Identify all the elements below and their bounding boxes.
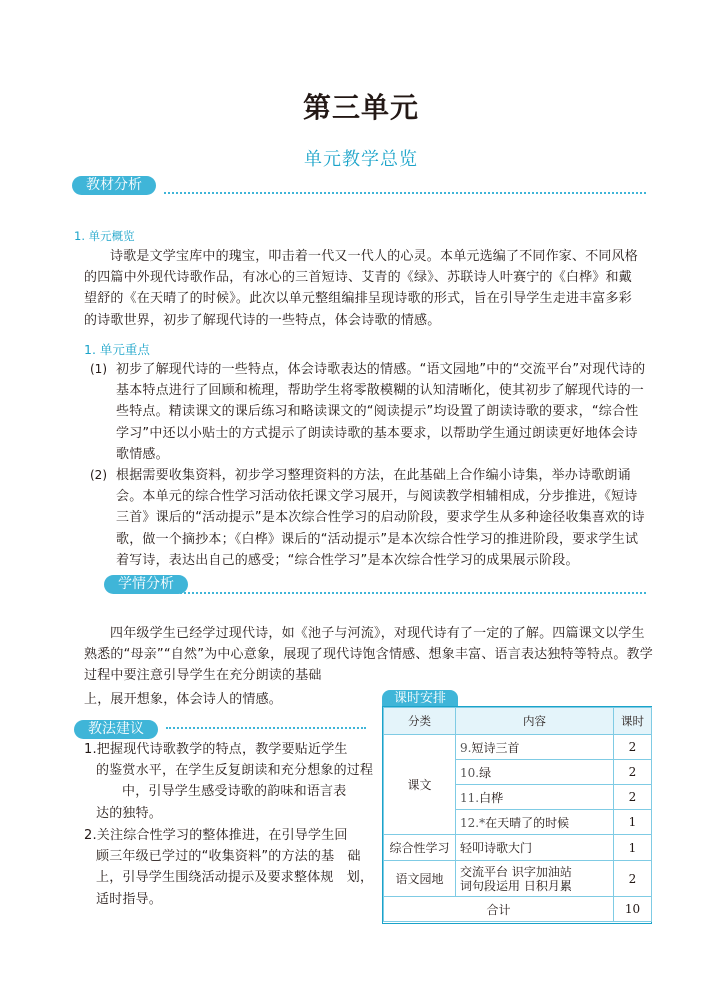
advice-line: 中，引导学生感受诗歌的韵味和语言表 bbox=[122, 784, 347, 800]
students-line: 过程中要注意引导学生在充分朗读的基础 bbox=[84, 668, 322, 684]
table-header-row bbox=[384, 708, 652, 735]
category-kewen: 课文 bbox=[384, 735, 456, 835]
overview-line: 的四篇中外现代诗歌作品，有冰心的三首短诗、艾青的《绿》、苏联诗人叶赛宁的《白桦》和戴 bbox=[84, 270, 632, 286]
zonghe-hours: 1 bbox=[614, 835, 652, 861]
focus-line: 些特点。精读课文的课后练习和略读课文的“阅读提示”均设置了朗读诗歌的要求，“综合性 bbox=[116, 404, 639, 420]
lesson-cell bbox=[456, 760, 614, 785]
focus-line: 着写诗，表达出自己的感受；“综合性学习”是本次综合性学习的成果展示阶段。 bbox=[116, 552, 579, 568]
category-zonghe: 综合性学习 bbox=[384, 835, 456, 861]
section-tab-advice: 教法建议 bbox=[74, 720, 158, 739]
focus-line: 三首》课后的“活动提示”是本次综合性学习的启动阶段，要求学生从多种途径收集喜欢的诗 bbox=[116, 510, 645, 526]
header-hours: 课时 bbox=[614, 708, 652, 735]
zonghe-content: 轻叩诗歌大门 bbox=[456, 835, 614, 861]
lesson-name: 在天晴了的时候 bbox=[485, 815, 570, 830]
students-line: 熟悉的“母亲”“自然”为中心意象，展现了现代诗饱含情感、想象丰富、语言表达独特等特点。教学 bbox=[84, 647, 653, 663]
advice-line: 1.把握现代诗歌教学的特点，教学要贴近学生 bbox=[84, 742, 348, 757]
advice-item-1 bbox=[84, 739, 374, 824]
lesson-cell bbox=[456, 735, 614, 760]
table-row bbox=[384, 835, 652, 861]
page-subtitle: 单元教学总览 bbox=[304, 149, 418, 170]
overview-line: 的诗歌世界，初步了解现代诗的一些特点，体会诗歌的情感。 bbox=[84, 312, 441, 328]
overview-paragraph bbox=[84, 246, 652, 331]
overview-line: 望舒的《在天晴了的时候》。此次以单元整组编排呈现诗歌的形式，旨在引导学生走进丰富多彩 bbox=[84, 291, 632, 307]
table-row bbox=[384, 861, 652, 897]
lesson-number: 9. bbox=[460, 740, 472, 755]
table-row bbox=[384, 735, 652, 760]
lesson-cell bbox=[456, 785, 614, 810]
focus-heading: 1. 单元重点 bbox=[84, 342, 150, 357]
focus-line: 会。本单元的综合性学习活动依托课文学习展开，与阅读教学相辅相成，分步推进，《短诗 bbox=[116, 489, 638, 505]
section-divider-textbook bbox=[164, 192, 646, 194]
overview-heading: 1. 单元概览 bbox=[74, 229, 135, 243]
yuandi-hours: 2 bbox=[614, 861, 652, 897]
header-category: 分类 bbox=[384, 708, 456, 735]
focus-item-2 bbox=[116, 465, 654, 571]
header-content: 内容 bbox=[456, 708, 614, 735]
advice-line: 的鉴赏水平，在学生反复朗读和充分想象的过程 bbox=[96, 763, 374, 779]
overview-line: 诗歌是文学宝库中的瑰宝，叩击着一代又一代人的心灵。本单元选编了不同作家、不同风格 bbox=[110, 249, 639, 264]
focus-line: 初步了解现代诗的一些特点，体会诗歌表达的情感。“语文园地”中的“交流平台”对现代诗的 bbox=[116, 362, 646, 377]
focus-item-number: (2) bbox=[90, 468, 107, 482]
yuandi-content-line: 交流平台 识字加油站 bbox=[460, 864, 572, 879]
lesson-name: 绿 bbox=[479, 765, 492, 780]
focus-line: 基本特点进行了回顾和梳理，帮助学生将零散模糊的认知清晰化，使其初步了解现代诗的一 bbox=[116, 383, 645, 399]
focus-item-1 bbox=[116, 359, 654, 465]
table-total-row bbox=[384, 897, 652, 922]
section-tab-textbook: 教材分析 bbox=[72, 176, 156, 195]
section-tab-students: 学情分析 bbox=[104, 575, 188, 594]
category-yuandi: 语文园地 bbox=[384, 861, 456, 897]
yuandi-content-line: 词句段运用 日积月累 bbox=[460, 878, 572, 893]
schedule-tab: 课时安排 bbox=[382, 690, 458, 707]
focus-item-number: (1) bbox=[90, 362, 107, 376]
page-title: 第三单元 bbox=[302, 91, 419, 124]
advice-line: 达的独特。 bbox=[96, 805, 163, 821]
focus-line: 歌情感。 bbox=[116, 446, 169, 462]
lesson-cell bbox=[456, 810, 614, 835]
lesson-name: 白桦 bbox=[479, 790, 504, 805]
students-line: 上，展开想象，体会诗人的情感。 bbox=[84, 692, 283, 707]
advice-item-2 bbox=[84, 825, 374, 910]
total-label: 合计 bbox=[384, 897, 614, 922]
schedule-table bbox=[382, 706, 652, 924]
lesson-hours: 2 bbox=[614, 785, 652, 810]
section-divider-students bbox=[168, 592, 646, 594]
advice-line: 顾三年级已学过的“收集资料”的方法的基 础 bbox=[96, 849, 361, 865]
lesson-number: 11. bbox=[460, 790, 480, 805]
lesson-number: 12.* bbox=[460, 815, 486, 830]
lesson-number: 10. bbox=[460, 765, 480, 780]
focus-line: 歌，做一个摘抄本；《白桦》课后的“活动提示”是本次综合性学习的推进阶段，要求学生试 bbox=[116, 531, 639, 547]
focus-line: 根据需要收集资料，初步学习整理资料的方法，在此基础上合作编小诗集，举办诗歌朗诵 bbox=[116, 468, 631, 483]
advice-line: 上，引导学生围绕活动提示及要求整体规 划， bbox=[96, 870, 374, 886]
lesson-hours: 2 bbox=[614, 735, 652, 760]
students-line: 四年级学生已经学过现代诗，如《池子与河流》，对现代诗有了一定的了解。四篇课文以学生 bbox=[110, 626, 645, 641]
lesson-hours: 1 bbox=[614, 810, 652, 835]
focus-line: 学习”中还以小贴士的方式提示了朗读诗歌的基本要求，以帮助学生通过朗读更好地体会诗 bbox=[116, 425, 638, 441]
total-hours: 10 bbox=[614, 897, 652, 922]
lesson-hours: 2 bbox=[614, 760, 652, 785]
students-paragraph bbox=[84, 623, 654, 687]
lesson-name: 短诗三首 bbox=[471, 740, 520, 755]
section-divider-advice bbox=[166, 727, 366, 729]
advice-line: 适时指导。 bbox=[96, 891, 163, 907]
yuandi-content bbox=[456, 861, 614, 897]
advice-line: 2.关注综合性学习的整体推进，在引导学生回 bbox=[84, 828, 348, 843]
